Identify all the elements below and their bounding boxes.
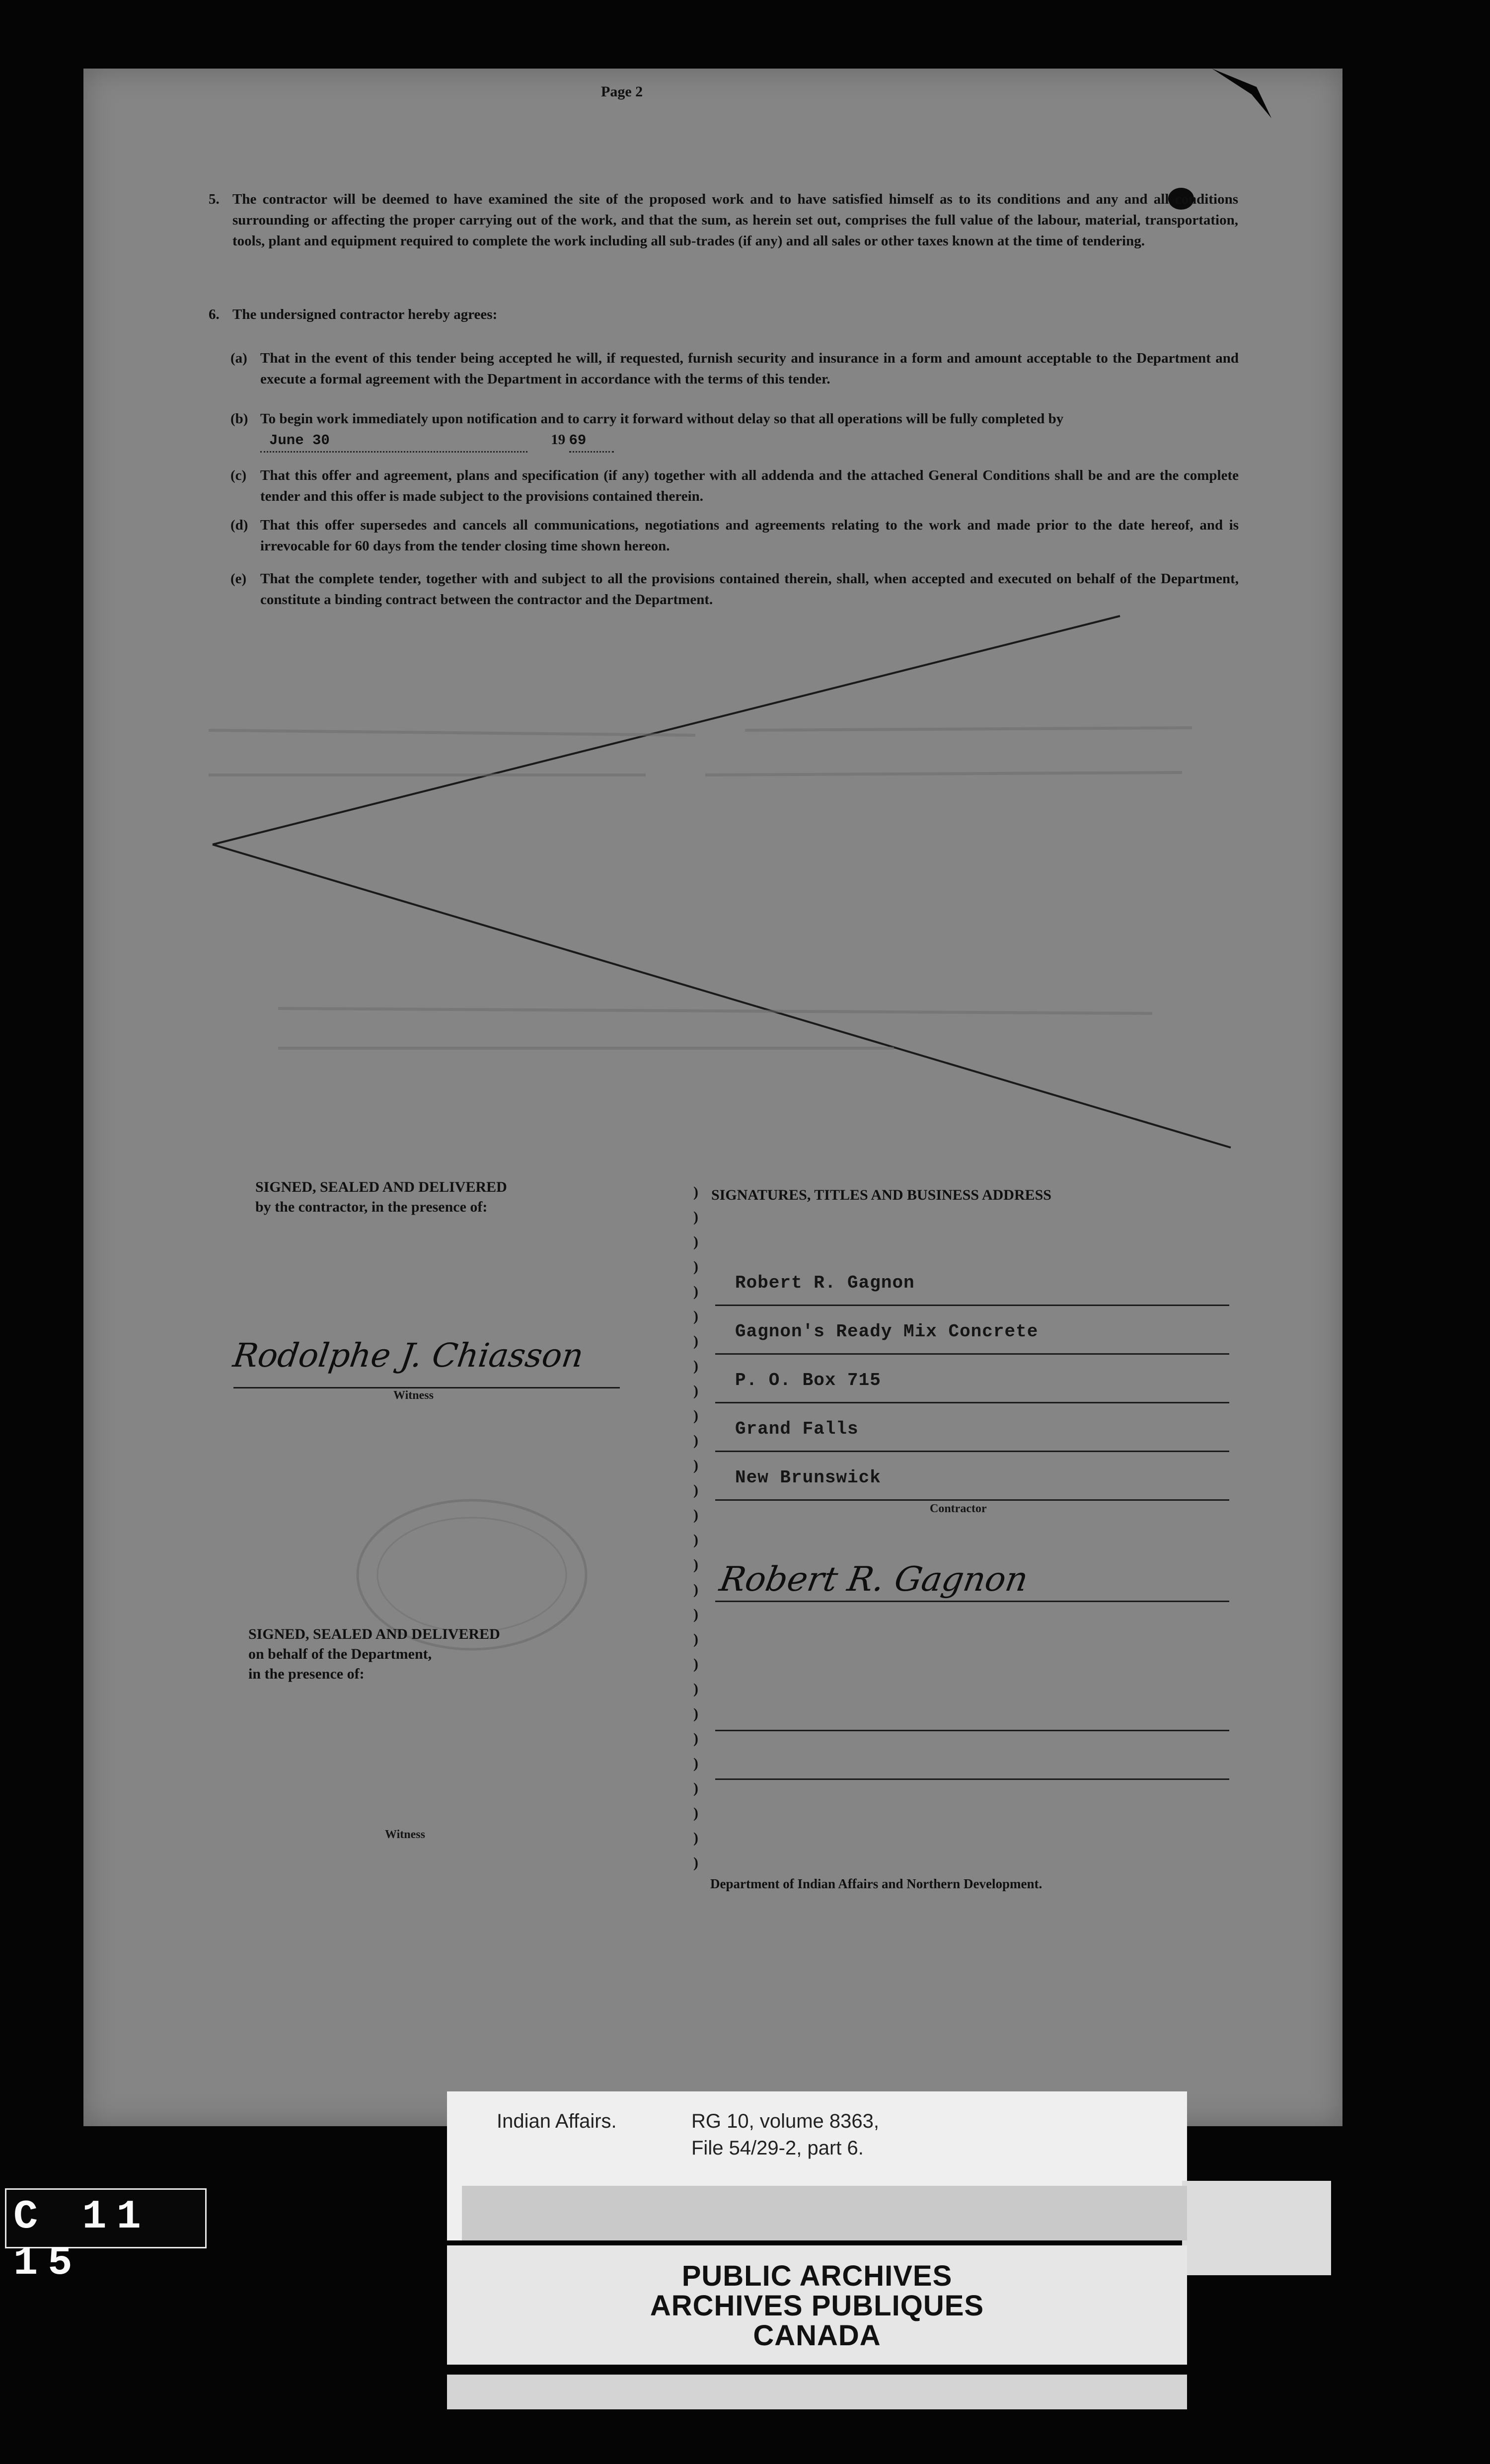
microfilm-frame-number — [5, 2188, 207, 2286]
archives-line1: PUBLIC ARCHIVES — [681, 2260, 953, 2292]
clause-6d-letter: (d) — [230, 517, 248, 533]
frame-number-text: C 11 15 — [13, 2194, 151, 2286]
department-signature-line-1 — [715, 1730, 1229, 1731]
clause-6d-text: That this offer supersedes and cancels all communications, negotiations and agreements relating to the work and made prior to the date hereof, and is irrevocable for 60 days from the tender closing time shown hereon. — [260, 517, 1239, 554]
contractor-sealed-line1: SIGNED, SEALED AND DELIVERED — [255, 1179, 507, 1195]
clause-6e-letter: (e) — [230, 571, 247, 587]
address-province: New Brunswick — [735, 1467, 881, 1488]
bracket-column: ) ) ) ) ) ) ) ) ) ) ) ) ) ) ) ) ) ) ) ) ) ) ) ) ) ) ) ) — [693, 1184, 698, 1871]
archive-reference-line1: RG 10, volume 8363, — [691, 2110, 879, 2132]
address-box: P. O. Box 715 — [735, 1370, 881, 1390]
archive-card-edge — [1182, 2181, 1331, 2275]
archive-reference-line2: File 54/29-2, part 6. — [691, 2137, 864, 2159]
clause-6a-letter: (a) — [230, 350, 247, 366]
clause-6b-text — [260, 408, 1239, 453]
completion-year-field — [569, 430, 614, 453]
contractor-sealed-line2: by the contractor, in the presence of: — [255, 1199, 488, 1215]
completion-year-suffix: 69 — [569, 432, 587, 449]
department-witness-label: Witness — [385, 1828, 425, 1841]
clause-5-number: 5. — [209, 191, 220, 207]
completion-date-month: June 30 — [269, 432, 330, 449]
clause-6b-body: To begin work immediately upon notification and to carry it forward without delay so that all operations will be fully completed by — [260, 411, 1064, 427]
address-province-line — [715, 1499, 1229, 1501]
contractor-label: Contractor — [930, 1502, 987, 1515]
archive-card-strip — [462, 2186, 1187, 2240]
completion-year-prefix: 19 — [551, 432, 566, 448]
department-signature-line-2 — [715, 1778, 1229, 1780]
archive-department: Indian Affairs. — [497, 2110, 617, 2132]
clause-6e-text: That the complete tender, together with and subject to all the provisions contained therein, shall, when accepted and executed on behalf of the Department, constitute a binding contract between the contractor and the Department. — [260, 571, 1239, 608]
address-box-line — [715, 1402, 1229, 1403]
address-city-line — [715, 1451, 1229, 1452]
department-sealed-label — [248, 1624, 500, 1684]
contractor-sealed-label — [255, 1177, 507, 1217]
clause-6b-letter: (b) — [230, 411, 248, 427]
department-sealed-line1: SIGNED, SEALED AND DELIVERED — [248, 1626, 500, 1642]
clause-5-text: The contractor will be deemed to have examined the site of the proposed work and to have satisfied himself as to its conditions and any and all conditions surrounding or affecting the proper carrying out of the work, and that the sum, as herein set out, comprises the full value of the labour, material, transportation, tools, plant and equipment required to complete the work including all sub-trades (if any) and all sales or other taxes known at the time of tendering. — [232, 191, 1238, 249]
signatory-name: Robert R. Gagnon — [735, 1273, 915, 1293]
department-name-label: Department of Indian Affairs and Northern Development. — [710, 1876, 1043, 1891]
department-sealed-line2: on behalf of the Department, — [248, 1646, 432, 1662]
archives-line3: CANADA — [753, 2319, 881, 2352]
contractor-witness-line — [233, 1387, 620, 1388]
signatory-name-line — [715, 1305, 1229, 1306]
company-name: Gagnon's Ready Mix Concrete — [735, 1321, 1039, 1342]
page-number-header: Page 2 — [601, 83, 643, 100]
department-sealed-line3: in the presence of: — [248, 1666, 365, 1682]
contractor-witness-label: Witness — [393, 1389, 434, 1402]
company-name-line — [715, 1353, 1229, 1355]
clause-6c-letter: (c) — [230, 467, 247, 483]
public-archives-stamp — [447, 2245, 1187, 2365]
clause-6-number: 6. — [209, 307, 220, 322]
archives-bottom-strip — [447, 2375, 1187, 2409]
clause-6-intro: The undersigned contractor hereby agrees: — [232, 307, 498, 322]
signatures-heading: SIGNATURES, TITLES AND BUSINESS ADDRESS — [711, 1187, 1051, 1203]
completion-date-field — [260, 430, 527, 453]
clause-6c-text: That this offer and agreement, plans and specification (if any) together with all addenda and the attached General Conditions shall be and are the complete tender and this offer is made subject to the provisions contained therein. — [260, 467, 1239, 504]
archives-line2: ARCHIVES PUBLIQUES — [650, 2290, 984, 2322]
clause-6a-text: That in the event of this tender being accepted he will, if requested, furnish security and insurance in a form and amount acceptable to the Department and execute a formal agreement with the Department in accordance with the terms of this tender. — [260, 350, 1239, 387]
contractor-signature: Robert R. Gagnon — [717, 1560, 1031, 1599]
contractor-signature-line — [715, 1601, 1229, 1602]
contractor-witness-signature: Rodolphe J. Chiasson — [230, 1336, 586, 1375]
address-city: Grand Falls — [735, 1419, 859, 1439]
